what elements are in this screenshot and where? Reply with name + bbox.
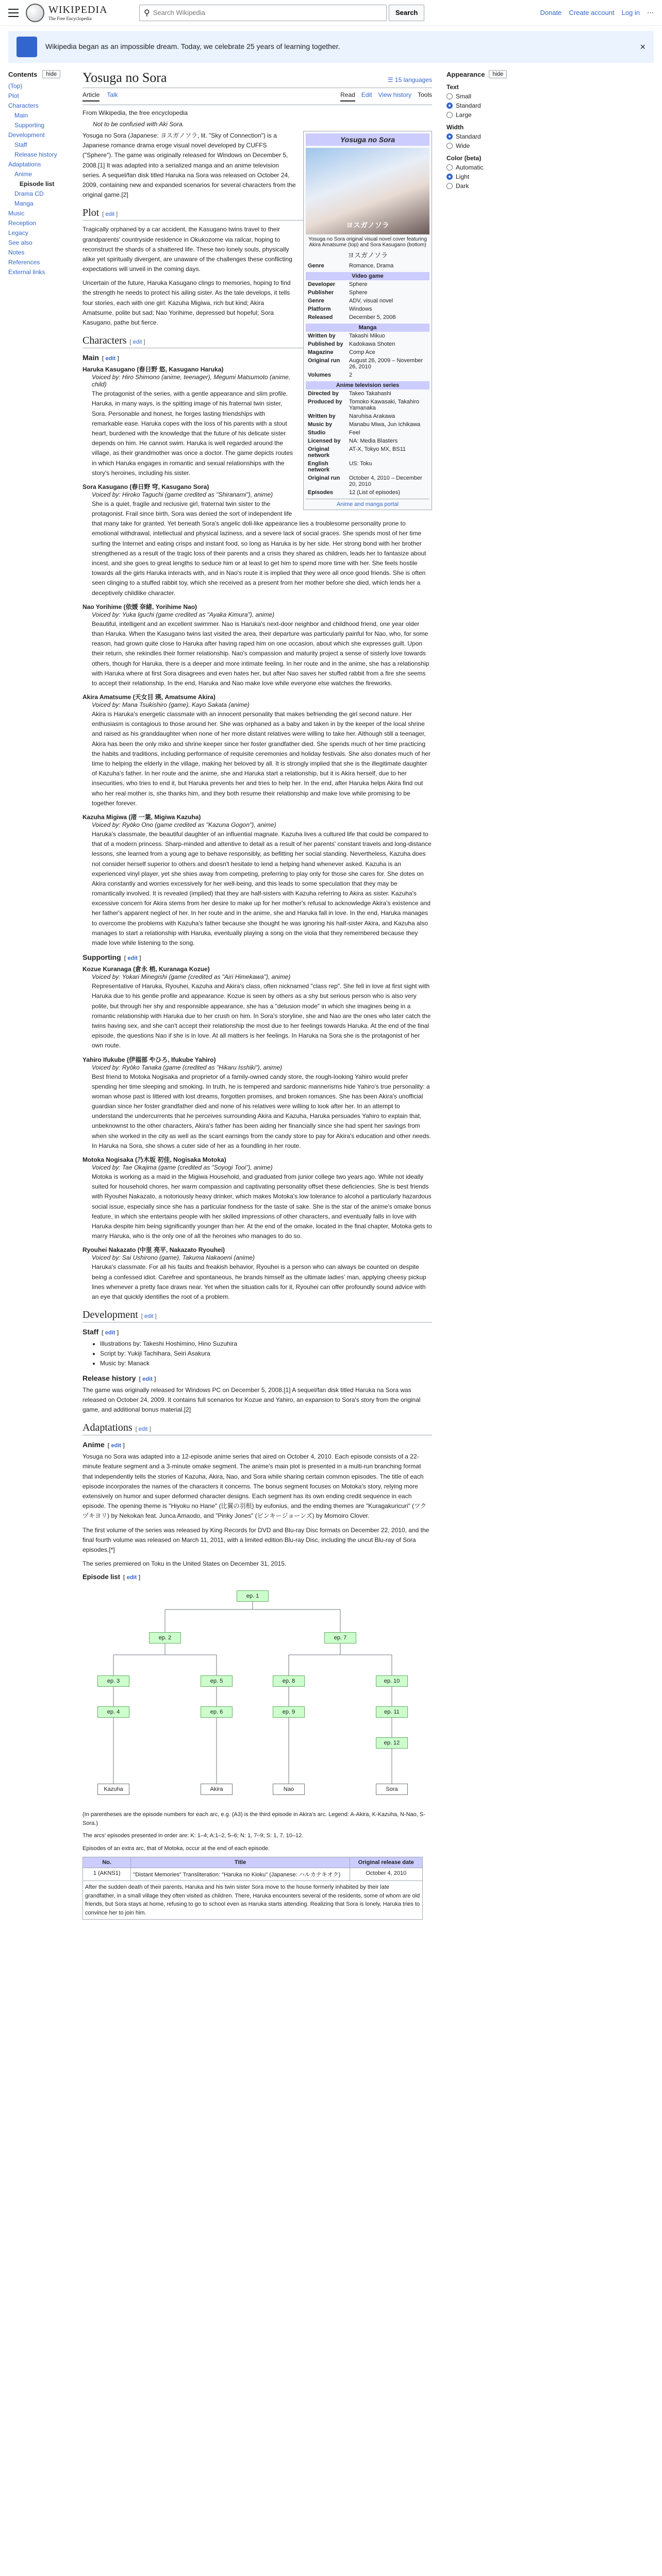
toc-item[interactable]: Plot	[8, 92, 19, 99]
edit-link[interactable]: edit	[105, 211, 115, 218]
infobox-value: August 26, 2009 – November 26, 2010	[349, 358, 423, 370]
infobox-value: Feel	[349, 430, 360, 436]
episode-tree-lines	[82, 1585, 423, 1806]
plot-paragraph: Tragically orphaned by a car accident, the Kasugano twins travel to their grandparents' countryside residence in Okukozome via railcar, hoping to reconstruct the shards of a shattered life. These two lonely souls, physically alike yet spiritually divergent, are unaware of the challenges these conflicting expectations will unveil in the coming days.	[82, 226, 292, 273]
toc-item[interactable]: Development	[8, 131, 45, 139]
character-name: Ryouhei Nakazato (中里 亮平, Nakazato Ryouhei)	[82, 1246, 225, 1254]
voice-actor: Voiced by: Yuka Iguchi (game credited as "Ayaka Kimura"), anime)	[92, 611, 275, 618]
infobox-label: Published by	[308, 341, 343, 347]
character-name: Akira Amatsume (天女目 瑛, Amatsume Akira)	[82, 693, 216, 701]
infobox-label: Directed by	[308, 391, 339, 397]
character-name: Kozue Kuranaga (倉永 梢, Kuranaga Kozue)	[82, 965, 210, 973]
gift-icon	[16, 37, 37, 57]
toc-hide-button[interactable]: hide	[42, 70, 60, 78]
infobox-label: Licensed by	[308, 438, 341, 444]
infobox-row	[306, 313, 429, 321]
episode-title: "Distant Memories" Transliteration: "Haruka no Kioku" (Japanese: ハルカナキオク)	[131, 1868, 350, 1881]
toc-item[interactable]: (Top)	[8, 82, 23, 90]
infobox-row	[306, 348, 429, 357]
subsection-staff: Staff [ edit ]	[82, 1328, 119, 1336]
toc-item[interactable]: Notes	[8, 249, 25, 256]
episode-node[interactable]: ep. 6	[201, 1706, 233, 1718]
character-description: Akira is Haruka's energetic classmate with an innocent personality that makes befriending the girl second nature. Her enthusiasm is contagious to those around her. She was orphaned as a baby and taken in by the keeper of the local shrine and raised as his granddaughter when none of her more distant relatives were willing to take her. Although still a teenager, Akira has been the only miko and shrine keeper since her foster grandfather died. She spends much of her time practicing the habits and traditions, including performance of requisite ceremonies and holiday festivals. She also donates much of her time to helping the elderly in the village, making her beloved by all. It is strongly implied that she is the illegitimate daughter of Kazuha's father. In her route and the anime, she and Haruka start a relationship, but it is Akira herself, due to her insecurities, who tries to end it, but Haruka prevents her and tries to help her. In the end, after Haruka helps Akira find out who her real mother is, she thanks him, and they both resume their relationship and make love while promising to be together forever.	[92, 710, 431, 807]
episode-table	[82, 1857, 423, 1920]
toc-item[interactable]: Episode list	[20, 180, 55, 188]
edit-link[interactable]: edit	[133, 339, 142, 346]
radio-width-standard[interactable]: Standard	[446, 133, 517, 140]
banner-text: Wikipedia began as an impossible dream. Today, we celebrate 25 years of learning together.	[45, 42, 340, 51]
table-row	[83, 1881, 423, 1920]
character-name: Yahiro Ifukube (伊福部 やひろ, Ifukube Yahiro)	[82, 1056, 216, 1063]
donate-link[interactable]: Donate	[540, 9, 562, 16]
character-name: Haruka Kasugano (春日野 悠, Kasugano Haruka)	[82, 366, 224, 374]
character-name: Sora Kasugano (春日野 穹, Kasugano Sora)	[82, 483, 209, 490]
subsection-episode-list: Episode list [ edit ]	[82, 1573, 140, 1581]
episode-node[interactable]: ep. 4	[97, 1706, 129, 1718]
infobox-label: Original run	[308, 358, 340, 364]
radio-width-wide[interactable]: Wide	[446, 142, 517, 149]
table-row	[83, 1868, 423, 1881]
episode-omake-note: Episodes of an extra arc, that of Motoka, occur at the end of each episode.	[82, 1845, 270, 1852]
toc-item[interactable]: Main	[14, 112, 28, 119]
radio-color-dark[interactable]: Dark	[446, 182, 517, 190]
anime-paragraph: Yosuga no Sora was adapted into a 12-episode anime series that aired on October 4, 2010. Each episode consists of a 22-minute feature segment and a 3-minute omake segment. The anime's main plot is presented in a multi-run branching format that independently tells the stories of Kazuha, Akira, Nao, and Sora while sharing certain common episodes. The title of each episode incorporates the names of the characters it concerns. The bonus segment focuses on Motoka's story, relying more extensively on humor and super deformed character designs. Each segment has its own ending credit sequence in each episode. The opening theme is "Hiyoku no Hane" (比翼の羽根) by eufonius, and the ending themes are "Kuragakuricuri" (ツクヅキヨリ) by Nekokan feat. Junca Amaodo, and "Pinky Jones" (ピンキージョーンズ) by Momoiro Clover.	[82, 1453, 427, 1520]
episode-node[interactable]: ep. 3	[97, 1675, 129, 1687]
radio-color-light[interactable]: Light	[446, 173, 517, 180]
episode-node[interactable]: ep. 8	[273, 1675, 305, 1687]
create-account-link[interactable]: Create account	[569, 9, 615, 16]
plot-paragraph: Uncertain of the future, Haruka Kasugano clings to memories, hoping to find the strength he needs to protect his ailing sister. As the tale develops, it tells four stories, each with one girl: Kazuha Migiwa, rich but kind; Akira Amatsume, polite but sad; Nao Yorihime, depressed but hopeful; Sora Kasugano, pathe but fierce.	[82, 279, 291, 326]
lead-paragraph: Yosuga no Sora (Japanese: ヨスガノソラ, lit. "Sky of Connection") is a Japanese romance drama eroge visual novel developed by CUFFS ("Sphere"). The game was originally released for Windows on December 5, 2008.[1] It was adapted into a serialized manga and an anime television series. A sequel/fan disk titled Haruka na Sora was released on October 24, 2009, containing new and expanded scenarios for several characters from the original game.[2]	[82, 132, 296, 199]
toc-item[interactable]: References	[8, 259, 40, 266]
infobox-section-manga: Manga	[306, 324, 429, 332]
section-adaptations: Adaptations [ edit ]	[82, 1422, 432, 1435]
episode-node[interactable]: ep. 9	[273, 1706, 305, 1718]
episode-summary: After the sudden death of their parents, Haruka and his twin sister Sora move to the house formerly inhabited by their late grandfather, in a small village they often visited as children. There, Haruka encounters several of the residents, some of whom are old friends, but Sora stays at home, refusing to go to school even as Haruka starts attending. Realizing that Sora is lonely, Haruka tries to convince her to join him.	[83, 1881, 423, 1920]
toc-item[interactable]: Characters	[8, 102, 39, 109]
infobox-label: Studio	[308, 430, 326, 436]
infobox-value: AT-X, Tokyo MX, BS11	[349, 446, 406, 452]
staff-item: • Illustrations by: Takeshi Hoshimino, Hino Suzuhira	[100, 1339, 432, 1349]
voice-actor: Voiced by: Tae Okajima (game (credited as "Soyogi Tooi"), anime)	[92, 1164, 273, 1171]
anime-paragraph: The series premiered on Toku in the United States on December 31, 2015.	[82, 1560, 287, 1568]
anime-paragraph: The first volume of the series was released by King Records for DVD and Blu-ray Disc formats on December 22, 2010, and the final fourth volume was released on March 11, 2011, with a limited edition Blu-ray Disc, including the uncut Blu-ray of Sora episodes.[*]	[82, 1526, 429, 1553]
header	[0, 0, 662, 26]
infobox-row	[306, 445, 429, 460]
episode-node[interactable]: ep. 2	[149, 1632, 181, 1643]
section-plot: Plot [ edit ]	[82, 207, 432, 221]
wikipedia-logo[interactable]	[26, 4, 139, 22]
tagline: The Free Encyclopedia	[48, 16, 92, 21]
episode-legend: (In parentheses are the episode numbers for each arc, e.g. (A3) is the third episode in Akira's arc. Legend: A-Akira, K-Kazuha, N-Nao, S-Sora.)	[82, 1811, 425, 1826]
col-header-title: Title	[131, 1857, 350, 1868]
section-characters: Characters [ edit ]	[82, 335, 432, 348]
infobox-label: Original network	[308, 446, 330, 459]
login-link[interactable]: Log in	[621, 9, 640, 16]
close-icon[interactable]: ×	[640, 41, 646, 52]
edit-link[interactable]: edit	[105, 1330, 115, 1336]
toc-item[interactable]: Release history	[14, 151, 57, 158]
voice-actor: Voiced by: Ryōko Tanaka (game (credited as "Hikaru Isshiki"), anime)	[92, 1063, 283, 1071]
article-content	[73, 63, 439, 1924]
infobox-value: 2	[349, 372, 353, 378]
infobox-japanese: ヨスガノソラ	[347, 251, 388, 259]
infobox-value: Manabu Miwa, Jun Ichikawa	[349, 421, 421, 428]
tab-read[interactable]: Read	[340, 91, 355, 101]
voice-actor: Voiced by: Mana Tsukishiro (game), Kayo Sakata (anime)	[92, 701, 250, 709]
route-node-sora: Sora	[376, 1784, 408, 1795]
infobox-section-anime: Anime television series	[306, 381, 429, 389]
more-icon[interactable]: ⋯	[647, 8, 654, 16]
infobox-value: Romance, Drama	[349, 263, 394, 269]
infobox-label: Genre	[308, 298, 324, 304]
infobox-label: Written by	[308, 333, 336, 339]
infobox-section-video-game: Video game	[306, 272, 429, 280]
infobox-label: Magazine	[308, 349, 334, 355]
voice-actor: Voiced by: Ryōko Ono (game credited as "Kazuna Gogon"), anime)	[92, 821, 276, 828]
search-icon: ⚲	[144, 8, 150, 18]
col-header-no: No.	[83, 1857, 131, 1868]
infobox-label: Episodes	[308, 489, 333, 496]
page-title: Yosuga no Sora	[82, 70, 167, 85]
edit-link[interactable]: edit	[127, 955, 138, 962]
radio-text-small[interactable]: Small	[446, 93, 517, 100]
infobox-row	[306, 332, 429, 340]
voice-actor: Voiced by: Sai Ushirono (game), Takuma Nakaoeni (anime)	[92, 1254, 255, 1262]
staff-item: • Music by: Manack	[100, 1359, 432, 1368]
tab-edit[interactable]: Edit	[361, 91, 372, 98]
infobox-row	[306, 357, 429, 371]
episode-node[interactable]: ep. 11	[376, 1706, 408, 1718]
infobox-row	[306, 297, 429, 305]
main-menu-icon[interactable]	[8, 9, 19, 17]
table-of-contents	[8, 63, 73, 1924]
tab-tools[interactable]: Tools	[417, 91, 432, 98]
staff-item: • Script by: Yukiji Tachihara, Seiri Asakura	[100, 1349, 432, 1359]
toc-item[interactable]: Manga	[14, 200, 34, 207]
episode-number: 1 (AKNS1)	[83, 1868, 131, 1881]
toc-title: Contents	[8, 70, 38, 78]
cover-image[interactable]: ヨスガノソラ	[306, 148, 429, 234]
anniversary-banner	[8, 31, 654, 63]
infobox-label: Original run	[308, 475, 340, 481]
infobox-value: Naruhisa Arakawa	[349, 413, 395, 419]
globe-icon	[26, 4, 44, 22]
infobox-row	[306, 420, 429, 429]
portal-link[interactable]: Anime and manga portal	[306, 499, 429, 507]
voice-actor: Voiced by: Hiro Shimono (anime, teenager), Megumi Matsumoto (anime, child)	[92, 374, 291, 388]
infobox-value: ADV, visual novel	[349, 298, 393, 304]
infobox-row	[306, 429, 429, 437]
infobox-label: Released	[308, 314, 333, 320]
infobox-row	[306, 305, 429, 313]
episode-node[interactable]: ep. 7	[324, 1632, 356, 1643]
appearance-hide-button[interactable]: hide	[489, 70, 507, 78]
infobox-label: English network	[308, 461, 330, 473]
episode-node[interactable]: ep. 10	[376, 1675, 408, 1687]
toc-item[interactable]: Anime	[14, 171, 32, 178]
infobox-label: Written by	[308, 413, 336, 419]
infobox-value: Comp Ace	[349, 349, 375, 355]
infobox-value: Windows	[349, 306, 372, 312]
character-description: Motoka is working as a maid in the Migiwa Household, and graduated from junior college two years ago. While not ideally suited for household chores, her warm compassion and captivating personality offset these deficiencies. She is best friends with Ryouhei Nakazato, a notoriously heavy drinker, which makes Motoka's low tolerance to alcohol a particularly hazardous social issue, especially since she has a particular fondness for the taste of sake. She is the star of the anime's omake bonus feature, in which she entertains people with her skilled impressions of other characters, and eventually falls in love with Haruka despite him being significantly younger than her. At the end of the omake, located in the final chapter, Motoka gets to marry Haruka, who is the only one of all the heroines who manages to do so.	[92, 1173, 432, 1240]
release-paragraph: The game was originally released for Windows PC on December 5, 2008.[1] A sequel/fan disk titled Haruka na Sora was released on October 24, 2009. It contains full scenarios for Kozue and Yahiro, an expansion to Sora's story from the original game, and additional bonus material.[2]	[82, 1386, 421, 1413]
edit-link[interactable]: edit	[144, 1313, 154, 1320]
search-button[interactable]: Search	[389, 5, 424, 21]
toc-item[interactable]: Drama CD	[14, 190, 44, 197]
infobox-label: Produced by	[308, 399, 342, 405]
toc-item[interactable]: Supporting	[14, 122, 45, 129]
infobox-label: Music by	[308, 421, 333, 428]
infobox-row	[306, 412, 429, 420]
infobox-row	[306, 474, 429, 488]
width-label: Width	[446, 124, 464, 131]
appearance-panel	[439, 63, 517, 1924]
episode-node[interactable]: ep. 5	[201, 1675, 233, 1687]
character-name: Kazuha Migiwa (渚 一葉, Migiwa Kazuha)	[82, 813, 201, 821]
page-tabs	[82, 91, 432, 105]
infobox-row	[306, 280, 429, 289]
infobox-value: NA: Media Blasters	[349, 438, 398, 444]
edit-link[interactable]: edit	[138, 1426, 148, 1433]
infobox-value: October 4, 2010 – December 20, 2010	[349, 475, 422, 487]
subsection-anime: Anime [ edit ]	[82, 1440, 125, 1449]
character-description: Representative of Haruka, Ryouhei, Kazuha and Akira's class, often nicknamed "class rep". She fell in love at first sight with Haruka due to his gentle profile and appearance. Kozue is seen by others as a shy but serious person who is also very polite, but through her shy and responsible appearance, she has a "delusion mode" in which she imagines being in a romantic relationship with Haruka due to her crush on him. In Sora's storyline, she and Nao are the ones who later catch the twins having sex, and she can't accept their relationship the most due to her feelings towards Haruka. At the end of the final episode, the questions Nao if she is in love. At all matters is her feelings. In Haruka na Sora she is the protagonist of her own route.	[92, 982, 431, 1049]
episode-node[interactable]: ep. 1	[237, 1590, 269, 1602]
toc-item[interactable]: See also	[8, 239, 32, 246]
infobox-row	[306, 371, 429, 379]
tab-article[interactable]: Article	[82, 91, 100, 101]
voice-actor: Voiced by: Hiroko Taguchi (game credited as "Shiranami"), anime)	[92, 490, 273, 498]
voice-actor: Voiced by: Yokari Minegishi (game (credited as "Airi Himekawa"), anime)	[92, 973, 291, 981]
infobox-label: Genre	[308, 263, 324, 269]
appearance-title: Appearance	[446, 70, 485, 78]
episode-node[interactable]: ep. 12	[376, 1737, 408, 1749]
infobox-value: Tomoko Kawasaki, Takahiro Yamanaka	[349, 399, 420, 411]
search-input[interactable]	[153, 9, 382, 16]
infobox	[303, 131, 432, 510]
tab-talk[interactable]: Talk	[107, 91, 118, 98]
language-selector[interactable]: ☰ 15 languages	[387, 76, 432, 83]
toc-item[interactable]: External links	[8, 268, 45, 276]
text-size-label: Text	[446, 83, 459, 91]
subsection-main: Main [ edit ]	[82, 353, 119, 362]
search-box[interactable]	[139, 5, 387, 21]
infobox-row	[306, 460, 429, 474]
col-header-date: Original release date	[350, 1857, 422, 1868]
edit-link[interactable]: edit	[111, 1443, 122, 1449]
character-description: Beautiful, intelligent and an excellent swimmer. Nao is Haruka's next-door neighbor and childhood friend, one year older than Haruka. When the Kasugano twins last visited the area, their departure was particularly painful for Nao, who, for some reason, had grown quite close to Haruka after having raped him on one occasion, about which she expresses guilt. Upon their return, she rekindles their former relationship. Nao's compassion and maturity project a sense of sisterly love towards others, though for Haruka, there is a deeper and more intimate feeling. In her route and in the anime, she has a relationship with Haruka where at first Sora disagrees and even hates her, but after Nao saves her stuffed rabbit from a fire she seems to accept their relationship. In the end, Haruka and Nao make love while everyone else watches the fireworks.	[92, 620, 429, 687]
route-node-akira: Akira	[201, 1784, 233, 1795]
infobox-label: Volumes	[308, 372, 332, 378]
radio-text-standard[interactable]: Standard	[446, 102, 517, 109]
infobox-value: Kadokawa Shoten	[349, 341, 395, 347]
infobox-label: Platform	[308, 306, 331, 312]
from-wikipedia: From Wikipedia, the free encyclopedia	[82, 109, 188, 116]
episode-arc-order: The arcs' episodes presented in order are: K: 1–4; A:1–2, 5–6; N: 1, 7–9; S: 1, 7, 10–12.	[82, 1833, 304, 1839]
infobox-caption: Yosuga no Sora original visual novel cover featuring Akira Amatsume (top) and Sora Kasugano (bottom)	[308, 236, 427, 248]
tab-history[interactable]: View history	[378, 91, 411, 98]
infobox-label: Publisher	[308, 290, 334, 296]
edit-link[interactable]: edit	[126, 1574, 137, 1581]
infobox-row	[306, 488, 429, 497]
infobox-value: Sphere	[349, 290, 368, 296]
infobox-row	[306, 262, 429, 270]
infobox-row	[306, 340, 429, 348]
infobox-value: Takeo Takahashi	[349, 391, 391, 397]
infobox-title: Yosuga no Sora	[306, 133, 429, 146]
infobox-value: Sphere	[349, 281, 368, 287]
character-name: Nao Yorihime (依媛 奈緒, Yorihime Nao)	[82, 603, 197, 611]
episode-tree-diagram	[82, 1585, 423, 1806]
infobox-row	[306, 289, 429, 297]
radio-text-large[interactable]: Large	[446, 111, 517, 118]
infobox-value: US: Toku	[349, 461, 372, 467]
toc-item[interactable]: Reception	[8, 219, 37, 227]
toc-item[interactable]: Music	[8, 210, 25, 217]
hatnote: Not to be confused with Aki Sora.	[93, 121, 184, 128]
route-node-nao: Nao	[273, 1784, 305, 1795]
infobox-value: December 5, 2008	[349, 314, 396, 320]
edit-link[interactable]: edit	[105, 355, 116, 362]
character-description: The protagonist of the series, with a gentle appearance and slim profile. Haruka, in many ways, is the spitting image of his fraternal twin sister, Sora. Personable and honest, he forges lasting friendships with remarkable ease. Haruka copes with the loss of his parents with a stout heart, burdened with the knowledge that the future of his delicate sister depends on him. He cannot swim. Haruka is well regarded around the village, as their grandmother was once a doctor. The game depicts routes in which Haruka engages in romantic and sexual relationships with the story's heroines, including his sister.	[92, 390, 293, 477]
character-description: She is a quiet, fragile and reclusive girl, fraternal twin sister to the protagonist. Frail since birth, Sora was denied the sort of independent life that many take for granted. Yet beneath Sora's angelic doll-like appearance lies a troublesome personality prone to emotional withdrawal, intellectual and physical laziness, and a severe lack of social graces. She spends most of her time surfing the Internet and eating crisps and instant food, so long as Haruka is by her side. Her strong bond with her brother strengthened as a result of the tragic loss of their parents and a crisis they shared as children, leads her to fantasize about incest, and she goes to great lengths to seduce him or at least to get him to spend more time with her. She feels hostile towards all the girls Haruka interacts with, and in Nao's route it is implied that they were all once good friends. She is often seen clinging to a stuffed rabbit toy, which she received as a present from her mother before she died, which lends her a deceptively childlike character.	[92, 500, 426, 597]
toc-item[interactable]: Adaptations	[8, 161, 41, 168]
color-label: Color (beta)	[446, 155, 482, 162]
infobox-value: Takashi Mikuo	[349, 333, 385, 339]
infobox-row	[306, 437, 429, 445]
infobox-value: 12 (List of episodes)	[349, 489, 401, 496]
character-name: Motoka Nogisaka (乃木坂 初佳, Nogisaka Motoka)	[82, 1156, 226, 1163]
subsection-release-history: Release history [ edit ]	[82, 1374, 156, 1382]
toc-item[interactable]: Staff	[14, 141, 27, 148]
infobox-row	[306, 389, 429, 398]
episode-date: October 4, 2010	[350, 1868, 422, 1881]
toc-item[interactable]: Legacy	[8, 229, 28, 236]
edit-link[interactable]: edit	[142, 1376, 153, 1382]
route-node-kazuha: Kazuha	[97, 1784, 129, 1795]
subsection-supporting: Supporting [ edit ]	[82, 953, 141, 962]
infobox-row	[306, 398, 429, 412]
infobox-label: Developer	[308, 281, 336, 287]
wordmark: WIKIPEDIA	[48, 4, 108, 15]
character-description: Haruka's classmate. For all his faults and freakish behavior, Ryouhei is a person who can always be counted on despite being a confessed idiot. Carefree and spontaneous, he brands himself as the ultimate ladies' man, applying cheesy pickup lines whenever a pretty face draws near. Yet when the situation calls for it, Ryouhei can offer profoundly sound advice with an eye that quickly identifies the root of a problem.	[92, 1263, 426, 1300]
radio-color-automatic[interactable]: Automatic	[446, 164, 517, 171]
section-development: Development [ edit ]	[82, 1309, 432, 1323]
character-description: Haruka's classmate, the beautiful daughter of an influential magnate. Kazuha lives a cultured life that could be compared to that of a modern princess. Sharp-minded and attentive to detail as a result of her parents' constant travels and long-distance lessons, she learned from a young age to behave responsibly, as befitting her social standing. Nevertheless, Kazuha does not consider herself superior to others and doesn't hesitate to lend a helping hand whenever asked. Kazuha is an experienced vinyl player, yet she shies away from competing, preferring to play only for those she cares for. She dotes on Akira constantly and worries excessively for her well-being, and this leads to some speculation that they may be romantically involved. It is revealed (implied) that they are half-sisters with Kazuha referring to Akira as sister. Kazuha's excessive concern for Akira stems from her desire to make up for her mother's refusal to acknowledge Akira's existence and her father's apparent neglect of her. In her route and in the anime, she and Haruka fall in love. In the end, Haruka manages to overcome the problems with Kazuha's father because she thought he was ignoring his half-sister Akira, and Kazuha also manages to start a relationship with Haruka, eventually playing a song on the viola that they remembered because they made love while listening to the song.	[92, 830, 432, 946]
character-description: Best friend to Motoka Nogisaka and proprietor of a family-owned candy store, the rough-looking Yahiro would prefer spending her time sleeping and smoking. In truth, he is tempered and sardonic mannerisms hide Yahiro's true personality: a woman whose past is littered with lost dreams, forgotten promises, and broken romances. She has been Akira's unofficial guardian since her foster grandfather died and none of his relatives were willing to look after her. In an attempt to understand the undercurrents that he perceives surrounding Akira and Kazuha, Haruka persuades Yahiro to explain that, unbeknownst to the other characters, Akira's father has been aiding her financially since she had spent her savings from when she worked in the city as well as the scant earnings from the candy store to pay for Akira's education and other needs. In Haruka na Sora, she shows a cuter side of her as a foundling in her route.	[92, 1073, 431, 1149]
